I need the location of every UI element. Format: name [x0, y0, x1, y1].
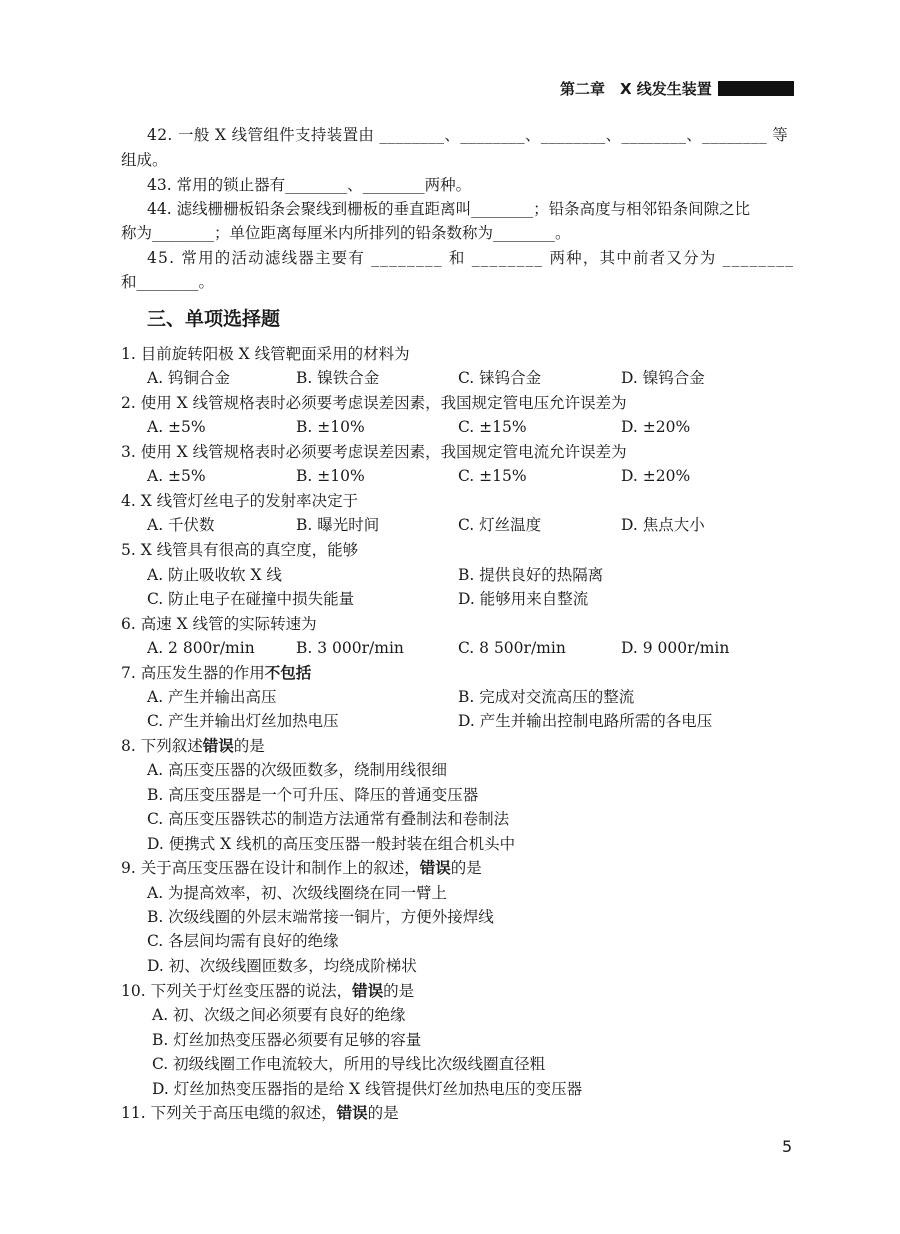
question-8-stem: [121, 736, 265, 756]
question-10-stem-tail: 的是: [383, 982, 415, 1000]
question-7-stem-emphasis: 不包括: [264, 664, 312, 682]
q43: 43. 常用的锁止器有________、________两种。: [147, 176, 472, 194]
question-7-option-d: D. 产生并输出控制电路所需的各电压: [458, 712, 713, 730]
question-6-option-d: D. 9 000r/min: [621, 639, 730, 657]
question-11-stem-emphasis: 错误: [336, 1104, 368, 1122]
question-1-option-a: A. 钨铜合金: [147, 369, 231, 387]
q44-line1: 44. 滤线栅栅板铅条会聚线到栅板的垂直距离叫________；铅条高度与相邻铅条间隙之比: [147, 200, 751, 218]
question-3-option-a: A. ±5%: [147, 467, 206, 485]
question-4-option-b: B. 曝光时间: [296, 516, 380, 534]
question-4-option-c: C. 灯丝温度: [458, 516, 542, 534]
question-5-stem: 5. X 线管具有很高的真空度，能够: [121, 541, 359, 559]
question-9-option-a: A. 为提高效率，初、次级线圈绕在同一臂上: [147, 884, 448, 902]
question-3-stem: 3. 使用 X 线管规格表时必须要考虑误差因素，我国规定管电流允许误差为: [121, 443, 627, 461]
q42-line2: 组成。: [121, 151, 168, 169]
question-2-stem: 2. 使用 X 线管规格表时必须要考虑误差因素，我国规定管电压允许误差为: [121, 394, 627, 412]
question-6-option-b: B. 3 000r/min: [296, 639, 404, 657]
question-1-option-d: D. 镍钨合金: [621, 369, 705, 387]
question-10-option-c: C. 初级线圈工作电流较大，所用的导线比次级线圈直径粗: [152, 1055, 546, 1073]
question-5-option-d: D. 能够用来自整流: [458, 590, 589, 608]
question-10-stem-text: 10. 下列关于灯丝变压器的说法，: [121, 982, 353, 1000]
question-8-option-a: A. 高压变压器的次级匝数多，绕制用线很细: [147, 761, 448, 779]
question-9-stem-emphasis: 错误: [419, 859, 451, 877]
question-7-stem-text: 7. 高压发生器的作用: [121, 664, 265, 682]
question-10-option-a: A. 初、次级之间必须要有良好的绝缘: [152, 1006, 406, 1024]
question-6-option-c: C. 8 500r/min: [458, 639, 566, 657]
question-8-stem-text: 8. 下列叙述: [121, 737, 203, 755]
page-number: 5: [782, 1137, 793, 1156]
question-3-option-d: D. ±20%: [621, 467, 691, 485]
question-1-option-b: B. 镍铁合金: [296, 369, 380, 387]
question-1-option-c: C. 铼钨合金: [458, 369, 542, 387]
question-4-stem: 4. X 线管灯丝电子的发射率决定于: [121, 492, 359, 510]
q42-line1: 42. 一般 X 线管组件支持装置由 ________、________、________、________、________ 等: [147, 126, 789, 144]
question-4-option-d: D. 焦点大小: [621, 516, 705, 534]
header-bar: [718, 81, 794, 96]
question-2-option-b: B. ±10%: [296, 418, 365, 436]
question-11-stem-text: 11. 下列关于高压电缆的叙述，: [121, 1104, 337, 1122]
question-10-stem-emphasis: 错误: [352, 982, 384, 1000]
question-6-stem: 6. 高速 X 线管的实际转速为: [121, 615, 317, 633]
question-9-stem-tail: 的是: [450, 859, 482, 877]
question-8-stem-emphasis: 错误: [202, 737, 234, 755]
question-11-stem-tail: 的是: [367, 1104, 399, 1122]
q44-line2: 称为________；单位距离每厘米内所排列的铅条数称为________。: [121, 224, 571, 242]
question-9-stem: [121, 858, 482, 878]
question-5-option-c: C. 防止电子在碰撞中损失能量: [147, 590, 355, 608]
q45-line1: 45. 常用的活动滤线器主要有 ________ 和 ________ 两种，其中前者又分为 ________: [147, 249, 795, 267]
question-11-stem: [121, 1103, 399, 1123]
question-7-option-c: C. 产生并输出灯丝加热电压: [147, 712, 339, 730]
question-6-option-a: A. 2 800r/min: [147, 639, 255, 657]
question-8-stem-tail: 的是: [233, 737, 265, 755]
question-8-option-d: D. 便携式 X 线机的高压变压器一般封装在组合机头中: [147, 835, 516, 853]
chapter-title: 第二章 X 线发生装置: [560, 80, 712, 98]
question-5-option-b: B. 提供良好的热隔离: [458, 566, 604, 584]
section-title: 三、单项选择题: [147, 308, 281, 330]
question-2-option-d: D. ±20%: [621, 418, 691, 436]
question-2-option-a: A. ±5%: [147, 418, 206, 436]
question-9-option-c: C. 各层间均需有良好的绝缘: [147, 932, 339, 950]
question-4-option-a: A. 千伏数: [147, 516, 215, 534]
question-10-option-d: D. 灯丝加热变压器指的是给 X 线管提供灯丝加热电压的变压器: [152, 1080, 583, 1098]
question-10-option-b: B. 灯丝加热变压器必须要有足够的容量: [152, 1031, 422, 1049]
q45-line2: 和________。: [121, 273, 215, 291]
question-9-stem-text: 9. 关于高压变压器在设计和制作上的叙述，: [121, 859, 420, 877]
question-9-option-b: B. 次级线圈的外层末端常接一铜片，方便外接焊线: [147, 908, 494, 926]
running-header: [560, 78, 794, 100]
question-3-option-c: C. ±15%: [458, 467, 527, 485]
question-8-option-b: B. 高压变压器是一个可升压、降压的普通变压器: [147, 786, 479, 804]
question-9-option-d: D. 初、次级线圈匝数多，均绕成阶梯状: [147, 957, 417, 975]
question-7-stem: [121, 663, 311, 683]
question-10-stem: [121, 981, 414, 1001]
question-7-option-b: B. 完成对交流高压的整流: [458, 688, 635, 706]
question-8-option-c: C. 高压变压器铁芯的制造方法通常有叠制法和卷制法: [147, 810, 510, 828]
question-5-option-a: A. 防止吸收软 X 线: [147, 566, 282, 584]
question-7-option-a: A. 产生并输出高压: [147, 688, 277, 706]
question-3-option-b: B. ±10%: [296, 467, 365, 485]
question-2-option-c: C. ±15%: [458, 418, 527, 436]
question-1-stem: 1. 目前旋转阳极 X 线管靶面采用的材料为: [121, 345, 410, 363]
